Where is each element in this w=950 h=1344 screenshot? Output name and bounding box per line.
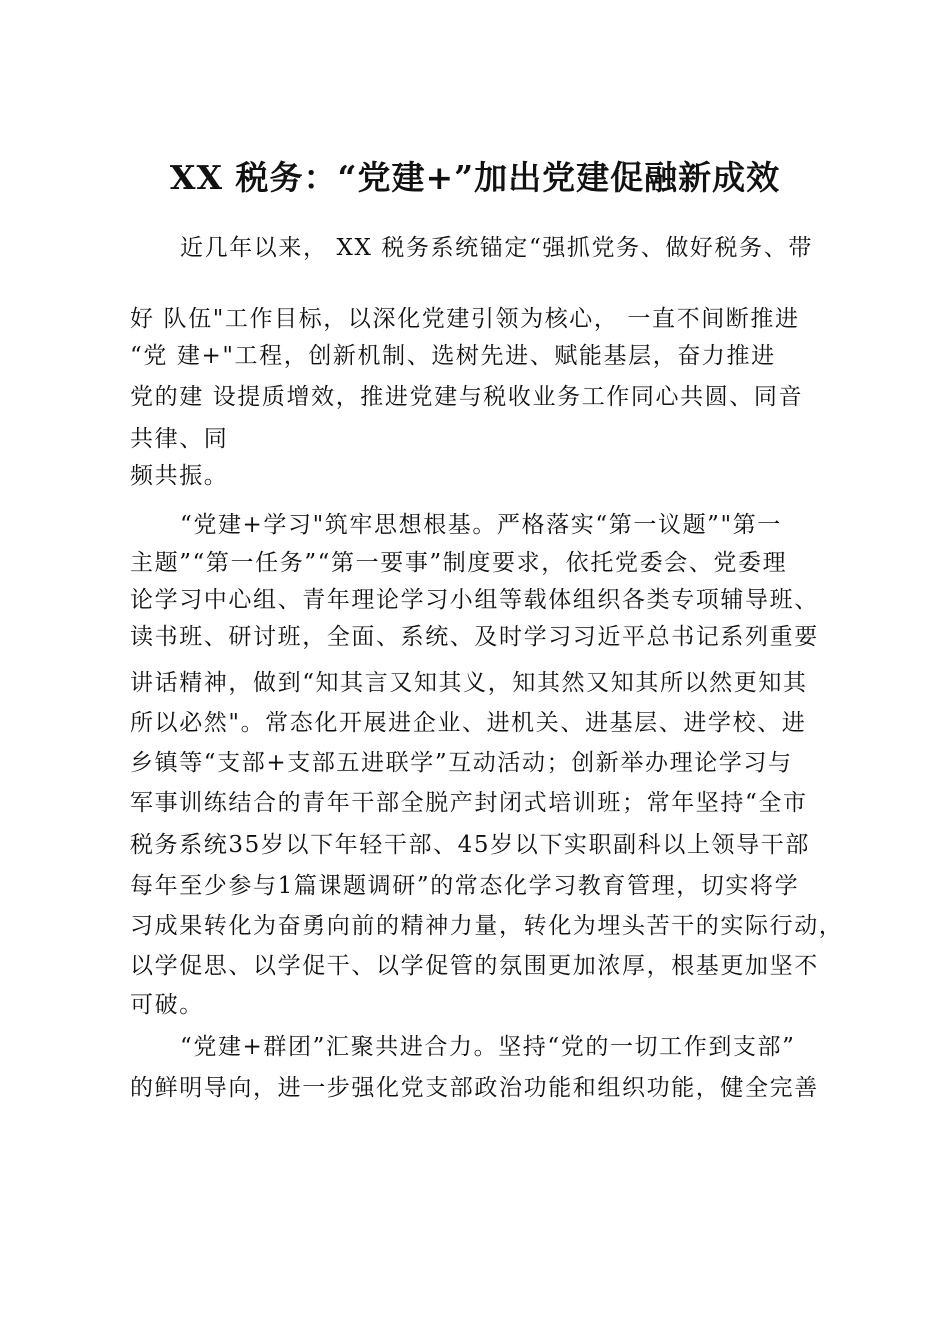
text-line: 党的建 设提质增效，推进党建与税收业务工作同心共圆、同音 xyxy=(130,384,804,410)
text-line: 税务系统35岁以下年轻干部、45岁以下实职副科以上领导干部 xyxy=(130,832,810,858)
text-line: “党建+学习"筑牢思想根基。严格落实“第一议题”"第一 xyxy=(180,512,782,538)
text-line: 读书班、研讨班，全面、系统、及时学习习近平总书记系列重要 xyxy=(130,624,819,650)
text-line: “党 建+"工程，创新机制、选树先进、赋能基层，奋力推进 xyxy=(130,343,776,369)
text-line: 近几年以来， XX 税务系统锚定“强抓党务、做好税务、带 xyxy=(180,235,813,261)
text-line: 的鲜明导向，进一步强化党支部政治功能和组织功能，健全完善 xyxy=(130,1075,819,1101)
text-line: 习成果转化为奋勇向前的精神力量，转化为埋头苦干的实际行动， xyxy=(130,913,844,939)
text-line: 乡镇等“支部+支部五进联学”互动活动；创新举办理论学习与 xyxy=(130,750,793,776)
text-line: 频共振。 xyxy=(130,463,229,489)
text-line: 每年至少参与1篇课题调研”的常态化学习教育管理，切实将学 xyxy=(130,873,800,899)
text-line: 可破。 xyxy=(130,992,204,1018)
text-line: 以学促思、以学促干、以学促管的氛围更加浓厚，根基更加坚不 xyxy=(130,953,819,979)
text-line: 讲话精神，做到“知其言又知其义，知其然又知其所以然更知其 xyxy=(130,670,808,696)
text-line: 共律、同 xyxy=(130,426,229,452)
text-line: “党建+群团”汇聚共进合力。坚持“党的一切工作到支部” xyxy=(180,1034,796,1060)
document-title: XX 税务：“党建+”加出党建促融新成效 xyxy=(169,158,781,197)
text-line: 论学习中心组、青年理论学习小组等载体组织各类专项辅导班、 xyxy=(130,587,819,613)
text-line: 主题”“第一任务”“第一要事”制度要求，依托党委会、党委理 xyxy=(130,550,788,576)
text-line: 军事训练结合的青年干部全脱产封闭式培训班；常年坚持“全市 xyxy=(130,790,808,816)
text-line: 好 队伍"工作目标，以深化党建引领为核心， 一直不间断推进 xyxy=(130,306,800,332)
text-line: 所以必然"。常态化开展进企业、进机关、进基层、进学校、进 xyxy=(130,710,807,736)
